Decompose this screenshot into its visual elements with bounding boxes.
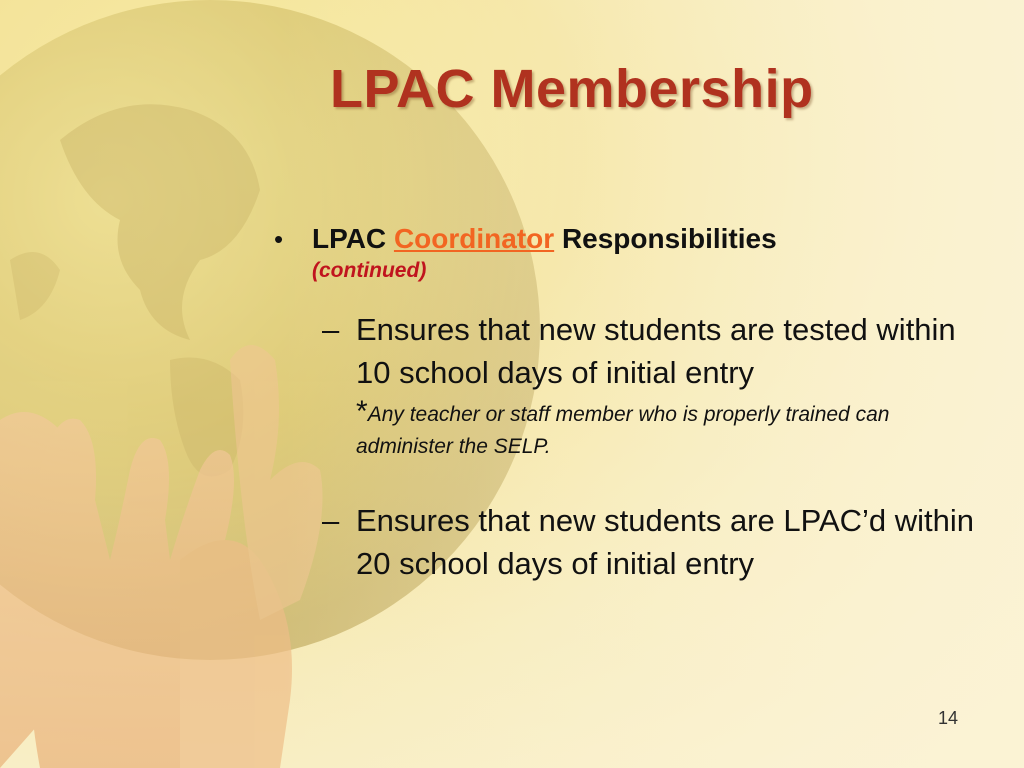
bullet-item [270, 222, 990, 284]
slide-title: LPAC Membership [330, 59, 814, 119]
sub-item-lpac [322, 499, 990, 585]
bullet-marker: • [274, 224, 284, 254]
dash-marker: – [322, 312, 340, 347]
bullet-prefix: LPAC [312, 223, 387, 254]
footnote [356, 396, 990, 463]
footnote-asterisk: * [356, 395, 368, 428]
sub-item-testing [322, 308, 990, 463]
sub-item-text: Ensures that new students are tested within 10 school days of initial entry [356, 312, 956, 390]
dash-marker: – [322, 503, 340, 538]
page-number: 14 [938, 708, 959, 728]
continued-note: (continued) [312, 259, 427, 282]
slide-content [270, 222, 990, 585]
sub-item-text: Ensures that new students are LPAC’d within 20 school days of initial entry [356, 503, 975, 581]
coordinator-link[interactable]: Coordinator [393, 223, 555, 254]
bullet-suffix: Responsibilities [561, 223, 777, 254]
footnote-text: Any teacher or staff member who is properly trained can administer the SELP. [356, 403, 890, 458]
